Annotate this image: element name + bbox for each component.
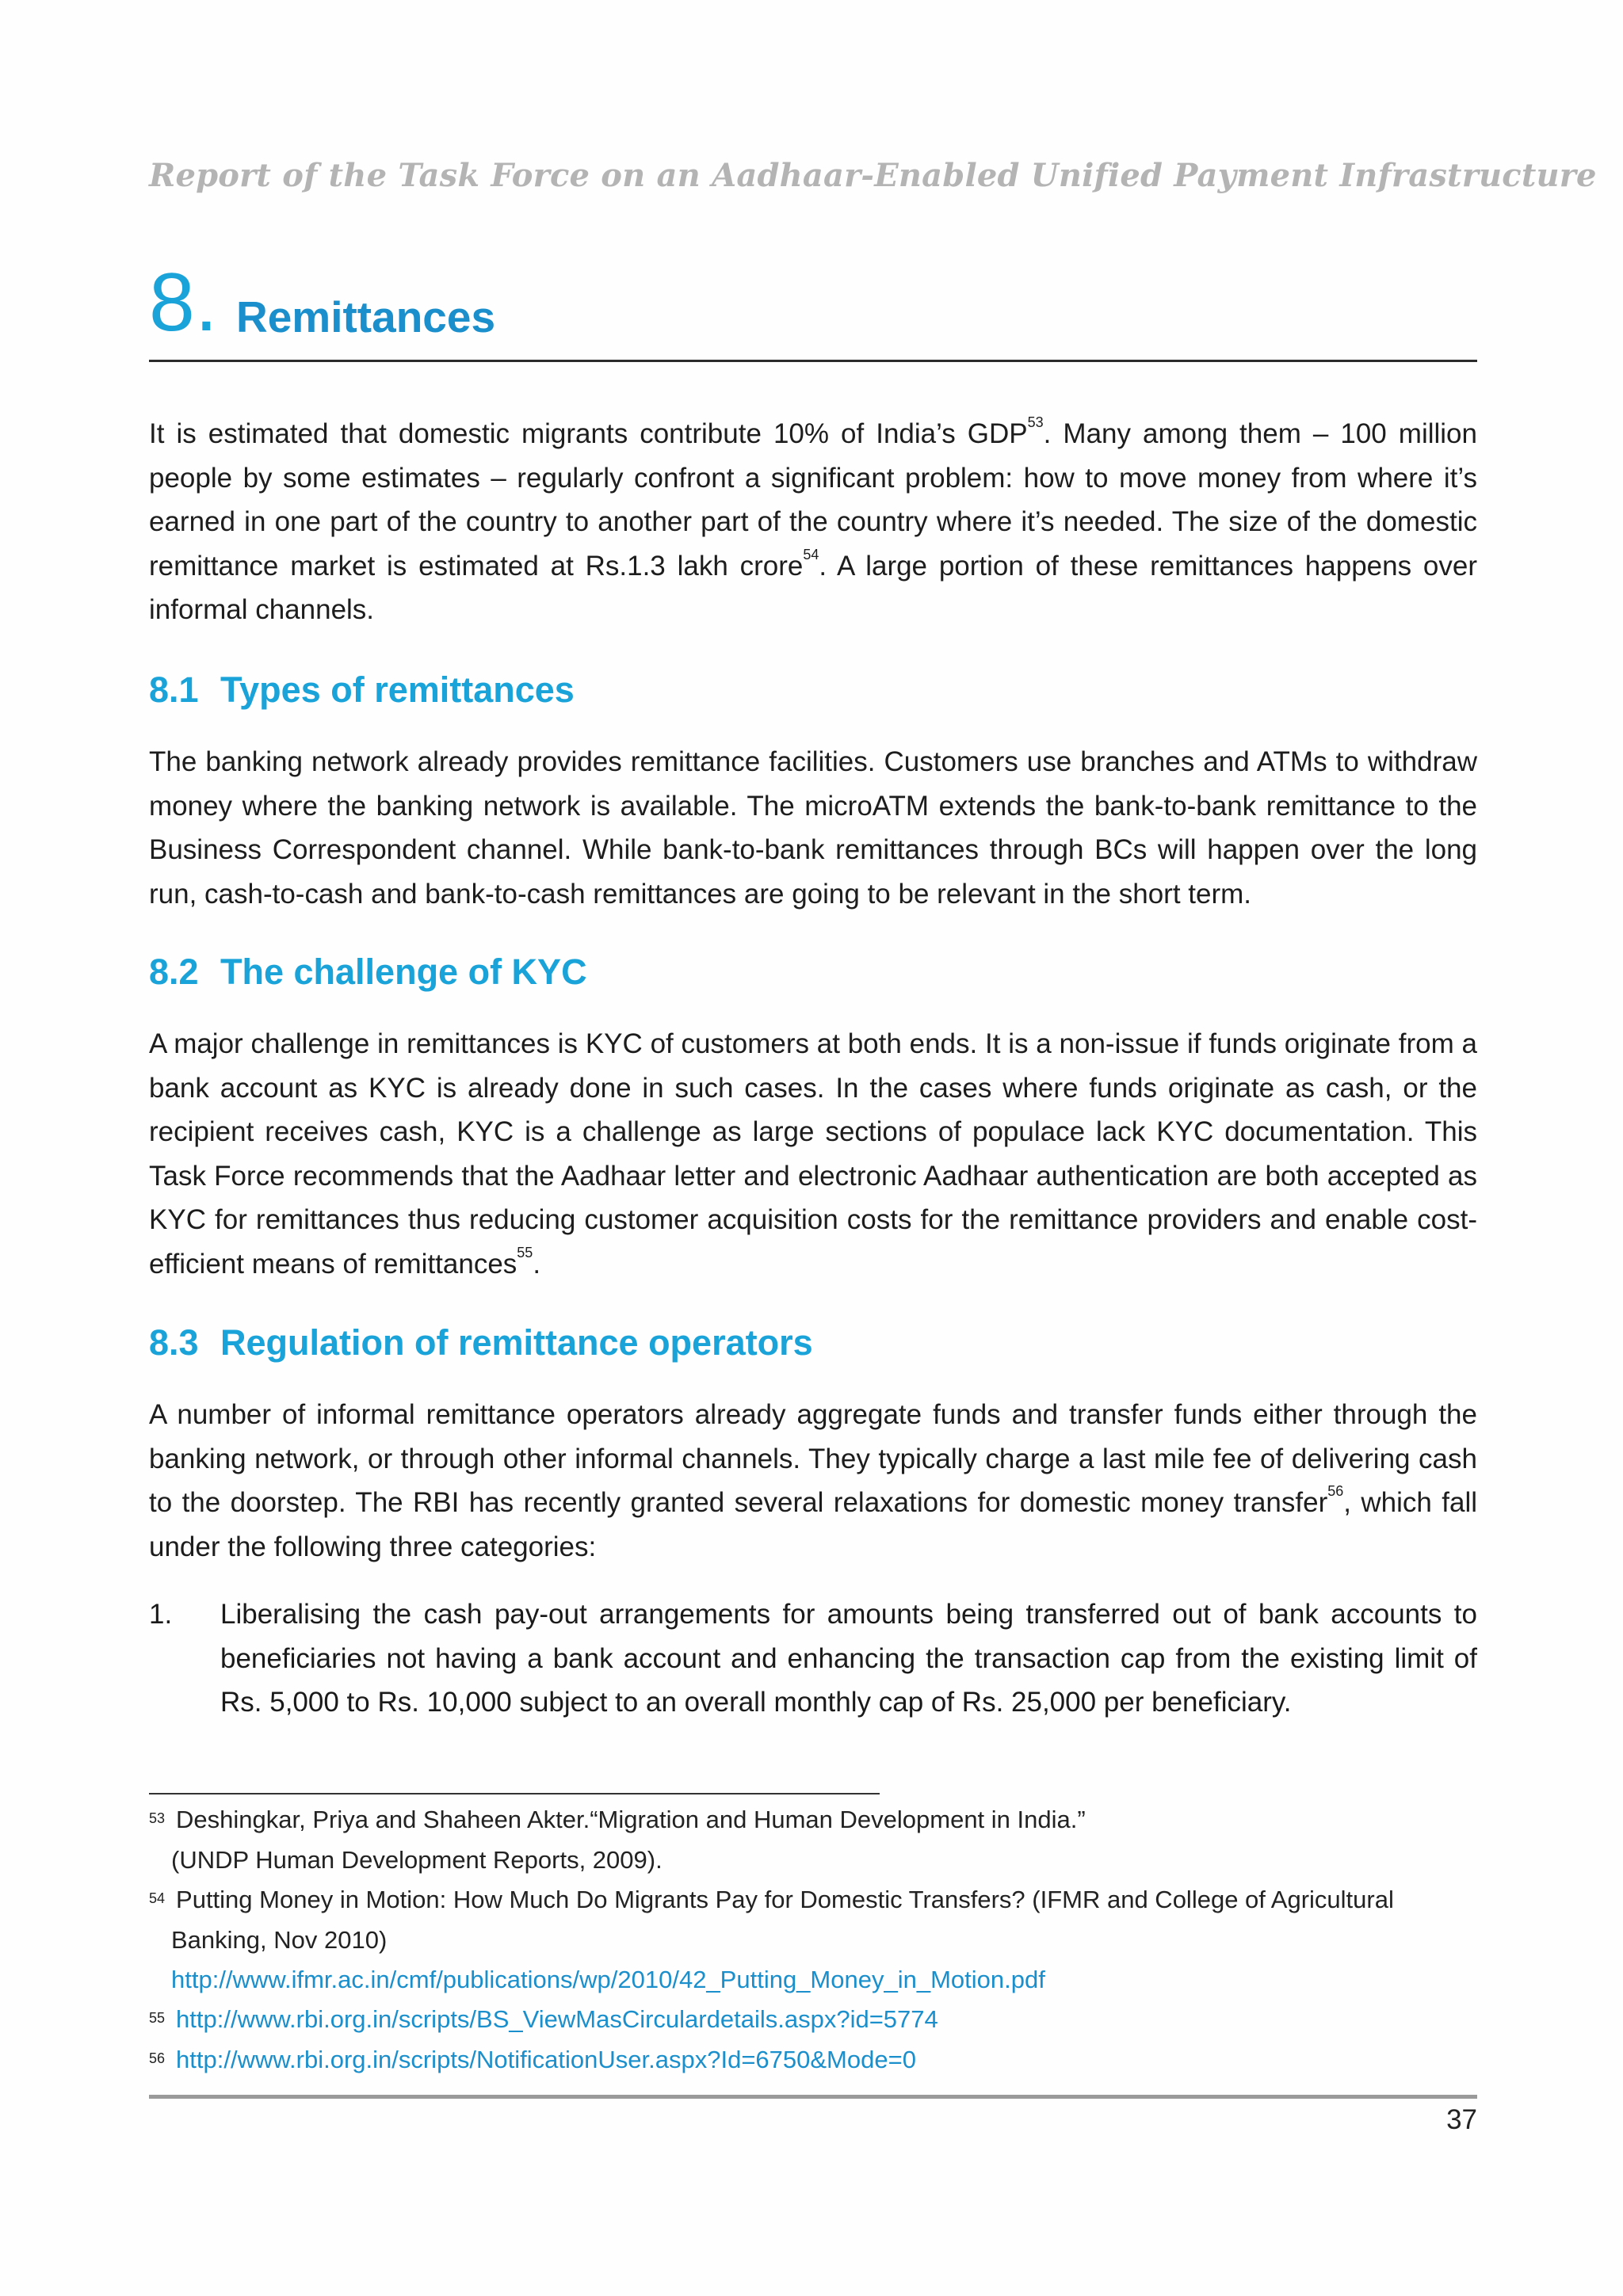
section-8-2-paragraph: A major challenge in remittances is KYC of customers at both ends. It is a non-issue if funds originate from a bank account as KYC is already done in such cases. In the cases where funds originate as cash, or the recipient receives cash, KYC is a challenge as large sections of populace lack KYC documentation. This Task Force recommends that the Aadhaar letter and electronic Aadhaar authentication are both accepted as KYC for remittances thus reducing customer acquisition costs for the remittance providers and enable cost-efficient means of remittances$^{55}$. bbox=[149, 1028, 1477, 1280]
section-8-3-paragraph: A number of informal remittance operators already aggregate funds and transfer funds either through the banking network, or through other informal channels. They typically charge a last mile fee of delivering cash to the doorstep. The RBI has recently granted several relaxations for domestic money transfer$^{56}$, which fall under the following three categories: bbox=[149, 1399, 1477, 1562]
footnote-ref-56[interactable]: 56 bbox=[1327, 1483, 1344, 1499]
chapter-heading bbox=[149, 257, 1477, 362]
footnote-ref-55[interactable]: 55 bbox=[517, 1244, 533, 1261]
footnote-ref-54[interactable]: 54 bbox=[803, 546, 819, 563]
footnote-ref-53[interactable]: 53 bbox=[1027, 414, 1044, 430]
footer-divider bbox=[149, 2095, 1477, 2099]
footnote-divider bbox=[149, 1793, 880, 1794]
footnote-56: $^{56}$ http://www.rbi.org.in/scripts/NotificationUser.aspx?Id=6750&Mode=0 bbox=[149, 2046, 916, 2073]
page-number: 37 bbox=[1446, 2104, 1477, 2135]
footnote-55: $^{55}$ http://www.rbi.org.in/scripts/BS_ViewMasCirculardetails.aspx?id=5774 bbox=[149, 2005, 938, 2033]
intro-paragraph: It is estimated that domestic migrants contribute 10% of India’s GDP$^{53}$. Many among them – 100 million people by some estimates – regularly confront a significant problem: how to move money from where it’s earned in one part of the country to another part of the country where it’s needed. The size of the domestic remittance market is estimated at Rs.1.3 lakh crore$^{54}$. A large portion of these remittances happens over informal channels. bbox=[149, 414, 1477, 625]
section-title: The challenge of KYC bbox=[220, 952, 587, 992]
section-heading-8-3 bbox=[149, 1322, 813, 1363]
section-8-1-paragraph: The banking network already provides remittance facilities. Customers use branches and ATMs to withdraw money where the banking network is available. The microATM extends the bank-to-bank remittance to the Business Correspondent channel. While bank-to-bank remittances through BCs will happen over the long run, cash-to-cash and bank-to-cash remittances are going to be relevant in the short term. bbox=[149, 746, 1477, 910]
list-number: 1. bbox=[149, 1599, 173, 1630]
chapter-title: Remittances bbox=[236, 292, 496, 341]
footnote-link[interactable]: http://www.rbi.org.in/scripts/BS_ViewMasCirculardetails.aspx?id=5774 bbox=[176, 2005, 938, 2033]
list-text: Liberalising the cash pay-out arrangements for amounts being transferred out of bank accounts to beneficiaries not having a bank account and enhancing the transaction cap from the existing limit of Rs. 5,000 to Rs. 10,000 subject to an overall monthly cap of Rs. 25,000 per beneficiary. bbox=[220, 1599, 1477, 1718]
footnote-54: $^{54}$ Putting Money in Motion: How Much Do Migrants Pay for Domestic Transfers? (IFMR and College of Agricultural Banking, Nov 2010) http://www.ifmr.ac.in/cmf/publications/wp/2010/42_Putting_Money_in_Motion.pdf bbox=[149, 1886, 1394, 1993]
section-title: Types of remittances bbox=[220, 669, 575, 710]
section-number: 8.2 bbox=[149, 952, 199, 992]
section-heading-8-2 bbox=[149, 954, 587, 990]
section-number: 8.3 bbox=[149, 1322, 199, 1363]
section-heading-8-1 bbox=[149, 669, 575, 710]
footnote-link[interactable]: http://www.rbi.org.in/scripts/NotificationUser.aspx?Id=6750&Mode=0 bbox=[176, 2046, 916, 2073]
running-header: Report of the Task Force on an Aadhaar-Enabled Unified Payment Infrastructure bbox=[149, 157, 1597, 194]
section-title: Regulation of remittance operators bbox=[220, 1322, 813, 1363]
footnote-53: $^{53}$ Deshingkar, Priya and Shaheen Akter.“Migration and Human Development in India.” (UNDP Human Development Reports, 2009). bbox=[149, 1806, 1086, 1874]
footnote-link[interactable]: http://www.ifmr.ac.in/cmf/publications/wp/2010/42_Putting_Money_in_Motion.pdf bbox=[171, 1966, 1045, 1993]
section-number: 8.1 bbox=[149, 669, 199, 710]
chapter-number: 8. bbox=[149, 257, 218, 349]
